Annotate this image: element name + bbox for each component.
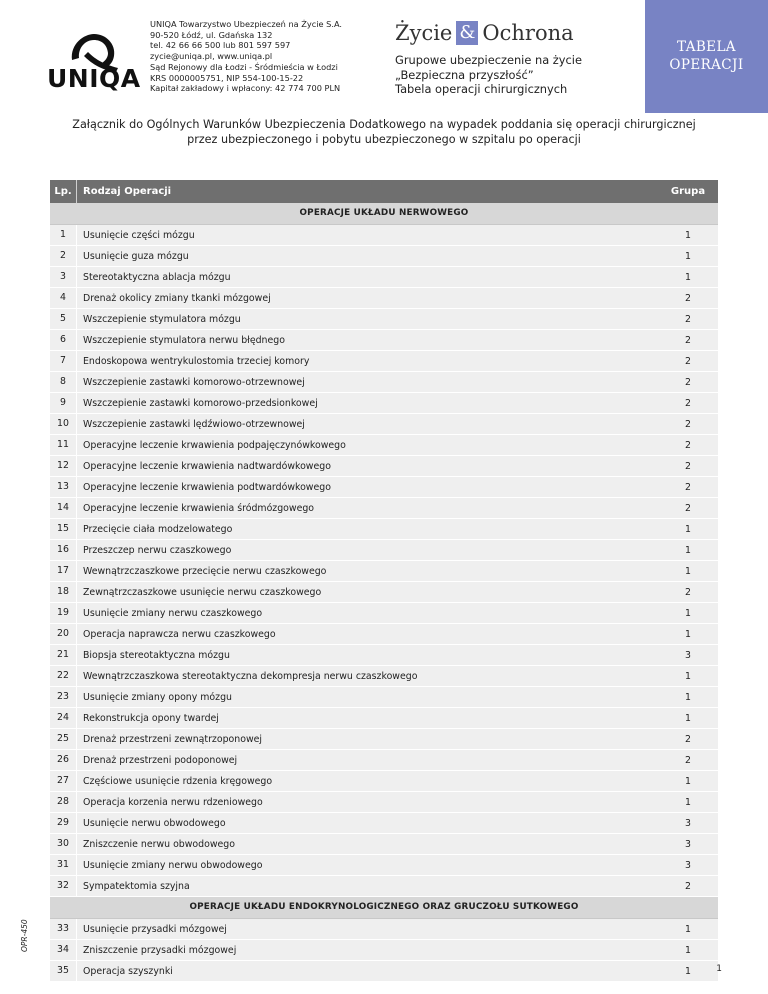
table-row bbox=[50, 961, 718, 982]
table-row bbox=[50, 708, 718, 729]
table-row bbox=[50, 645, 718, 666]
row-number: 26 bbox=[50, 750, 77, 770]
row-number: 27 bbox=[50, 771, 77, 791]
row-number: 25 bbox=[50, 729, 77, 749]
row-number: 17 bbox=[50, 561, 77, 581]
row-number: 6 bbox=[50, 330, 77, 350]
operation-name: Usunięcie nerwu obwodowego bbox=[83, 817, 226, 829]
operation-group: 2 bbox=[685, 418, 691, 430]
row-number: 16 bbox=[50, 540, 77, 560]
operation-group: 1 bbox=[685, 944, 691, 956]
table-row bbox=[50, 582, 718, 603]
operation-name: Wszczepienie zastawki lędźwiowo-otrzewnowej bbox=[83, 418, 305, 430]
operation-group: 1 bbox=[685, 229, 691, 241]
row-number: 9 bbox=[50, 393, 77, 413]
operation-name: Operacja szyszynki bbox=[83, 965, 173, 977]
row-number: 2 bbox=[50, 246, 77, 266]
row-number: 21 bbox=[50, 645, 77, 665]
table-body bbox=[50, 203, 718, 982]
table-row bbox=[50, 414, 718, 435]
operation-group: 1 bbox=[685, 628, 691, 640]
row-number: 31 bbox=[50, 855, 77, 875]
brand-ampersand: & bbox=[456, 21, 478, 45]
operation-group: 2 bbox=[685, 313, 691, 325]
table-row bbox=[50, 876, 718, 897]
operation-group: 2 bbox=[685, 397, 691, 409]
section-header: OPERACJE UKŁADU NERWOWEGO bbox=[50, 203, 718, 225]
table-row bbox=[50, 330, 718, 351]
table-row bbox=[50, 771, 718, 792]
row-number: 11 bbox=[50, 435, 77, 455]
company-info bbox=[150, 19, 370, 94]
company-line: zycie@uniqa.pl, www.uniqa.pl bbox=[150, 51, 273, 62]
company-line: Kapitał zakładowy i wpłacony: 42 774 700 PLN bbox=[150, 83, 341, 94]
table-row bbox=[50, 393, 718, 414]
operation-name: Stereotaktyczna ablacja mózgu bbox=[83, 271, 231, 283]
product-description bbox=[395, 53, 582, 97]
row-number: 12 bbox=[50, 456, 77, 476]
table-row bbox=[50, 435, 718, 456]
operation-name: Drenaż przestrzeni podoponowej bbox=[83, 754, 238, 766]
product-line: „Bezpieczna przyszłość” bbox=[395, 67, 534, 82]
row-number: 22 bbox=[50, 666, 77, 686]
operation-name: Operacyjne leczenie krwawienia śródmózgowego bbox=[83, 502, 315, 514]
table-header bbox=[50, 180, 718, 203]
operation-name: Usunięcie zmiany nerwu obwodowego bbox=[83, 859, 263, 871]
table-row bbox=[50, 919, 718, 940]
row-number: 19 bbox=[50, 603, 77, 623]
table-row bbox=[50, 246, 718, 267]
operation-name: Usunięcie zmiany nerwu czaszkowego bbox=[83, 607, 263, 619]
operation-group: 3 bbox=[685, 817, 691, 829]
operation-name: Usunięcie zmiany opony mózgu bbox=[83, 691, 232, 703]
row-number: 15 bbox=[50, 519, 77, 539]
row-number: 23 bbox=[50, 687, 77, 707]
table-row bbox=[50, 834, 718, 855]
operation-name: Wszczepienie zastawki komorowo-przedsionkowej bbox=[83, 397, 318, 409]
table-row bbox=[50, 351, 718, 372]
operation-group: 1 bbox=[685, 796, 691, 808]
operation-group: 1 bbox=[685, 923, 691, 935]
table-row bbox=[50, 750, 718, 771]
row-number: 10 bbox=[50, 414, 77, 434]
operation-name: Przecięcie ciała modzelowatego bbox=[83, 523, 233, 535]
operation-group: 2 bbox=[685, 586, 691, 598]
row-number: 30 bbox=[50, 834, 77, 854]
table-row bbox=[50, 940, 718, 961]
operation-group: 2 bbox=[685, 502, 691, 514]
row-number: 35 bbox=[50, 961, 77, 981]
document-type-line: TABELA bbox=[677, 39, 736, 55]
row-number: 4 bbox=[50, 288, 77, 308]
operation-group: 1 bbox=[685, 607, 691, 619]
operation-name: Endoskopowa wentrykulostomia trzeciej komory bbox=[83, 355, 310, 367]
operation-name: Usunięcie części mózgu bbox=[83, 229, 195, 241]
operation-group: 2 bbox=[685, 754, 691, 766]
row-number: 7 bbox=[50, 351, 77, 371]
brand-left: Życie bbox=[395, 21, 453, 45]
operation-name: Wewnątrzczaszkowe przecięcie nerwu czaszkowego bbox=[83, 565, 327, 577]
row-number: 3 bbox=[50, 267, 77, 287]
table-row bbox=[50, 855, 718, 876]
company-line: Sąd Rejonowy dla Łodzi - Śródmieścia w Łodzi bbox=[150, 61, 338, 72]
subtitle-line: przez ubezpieczonego i pobytu ubezpieczonego w szpitalu po operacji bbox=[187, 132, 581, 146]
operation-name: Wszczepienie zastawki komorowo-otrzewnowej bbox=[83, 376, 305, 388]
row-number: 1 bbox=[50, 225, 77, 245]
operation-group: 1 bbox=[685, 670, 691, 682]
operations-table bbox=[50, 180, 718, 982]
column-header-group: Grupa bbox=[670, 186, 706, 197]
row-number: 8 bbox=[50, 372, 77, 392]
operation-name: Drenaż okolicy zmiany tkanki mózgowej bbox=[83, 292, 271, 304]
operation-group: 1 bbox=[685, 271, 691, 283]
row-number: 32 bbox=[50, 876, 77, 896]
operation-name: Wszczepienie stymulatora mózgu bbox=[83, 313, 241, 325]
table-row bbox=[50, 792, 718, 813]
operation-name: Operacja korzenia nerwu rdzeniowego bbox=[83, 796, 263, 808]
table-row bbox=[50, 477, 718, 498]
table-row bbox=[50, 267, 718, 288]
row-number: 33 bbox=[50, 919, 77, 939]
company-line: UNIQA Towarzystwo Ubezpieczeń na Życie S.A. bbox=[150, 19, 343, 29]
operation-group: 1 bbox=[685, 565, 691, 577]
operation-name: Usunięcie przysadki mózgowej bbox=[83, 923, 227, 935]
row-number: 28 bbox=[50, 792, 77, 812]
company-line: KRS 0000005751, NIP 554-100-15-22 bbox=[150, 72, 304, 83]
operation-group: 2 bbox=[685, 439, 691, 451]
operation-group: 2 bbox=[685, 733, 691, 745]
operation-name: Operacyjne leczenie krwawienia podtwardówkowego bbox=[83, 481, 331, 493]
product-brand bbox=[395, 18, 574, 48]
page-number: 1 bbox=[716, 964, 722, 974]
table-row bbox=[50, 729, 718, 750]
operation-group: 3 bbox=[685, 649, 691, 661]
document-type-label bbox=[645, 38, 768, 74]
row-number: 14 bbox=[50, 498, 77, 518]
row-number: 34 bbox=[50, 940, 77, 960]
operation-name: Wszczepienie stymulatora nerwu błędnego bbox=[83, 334, 285, 346]
table-row bbox=[50, 456, 718, 477]
operation-group: 1 bbox=[685, 691, 691, 703]
operation-name: Operacyjne leczenie krwawienia nadtwardówkowego bbox=[83, 460, 331, 472]
table-row bbox=[50, 519, 718, 540]
product-line: Grupowe ubezpieczenie na życie bbox=[395, 53, 582, 67]
logo-wordmark: UNIQA bbox=[47, 64, 141, 93]
product-line: Tabela operacji chirurgicznych bbox=[395, 82, 568, 96]
operation-group: 2 bbox=[685, 376, 691, 388]
operation-group: 1 bbox=[685, 250, 691, 262]
operation-group: 1 bbox=[685, 965, 691, 977]
document-type-line: OPERACJI bbox=[669, 57, 744, 73]
column-header-operation: Rodzaj Operacji bbox=[83, 186, 172, 197]
row-number: 13 bbox=[50, 477, 77, 497]
operation-name: Operacyjne leczenie krwawienia podpajęczynówkowego bbox=[83, 439, 346, 451]
operation-group: 3 bbox=[685, 838, 691, 850]
operation-name: Wewnątrzczaszkowa stereotaktyczna dekompresja nerwu czaszkowego bbox=[83, 670, 418, 682]
table-row bbox=[50, 225, 718, 246]
section-header: OPERACJE UKŁADU ENDOKRYNOLOGICZNEGO ORAZ GRUCZOŁU SUTKOWEGO bbox=[50, 897, 718, 919]
subtitle-line: Załącznik do Ogólnych Warunków Ubezpieczenia Dodatkowego na wypadek poddania się operacji chirurgicznej bbox=[72, 118, 696, 131]
operation-group: 2 bbox=[685, 355, 691, 367]
operation-group: 2 bbox=[685, 481, 691, 493]
table-row bbox=[50, 540, 718, 561]
operation-name: Zniszczenie przysadki mózgowej bbox=[83, 944, 237, 956]
brand-right: Ochrona bbox=[482, 21, 574, 45]
table-row bbox=[50, 561, 718, 582]
operation-name: Rekonstrukcja opony twardej bbox=[83, 712, 219, 724]
operation-group: 2 bbox=[685, 460, 691, 472]
operation-group: 1 bbox=[685, 775, 691, 787]
operation-group: 2 bbox=[685, 292, 691, 304]
table-row bbox=[50, 498, 718, 519]
operation-name: Operacja naprawcza nerwu czaszkowego bbox=[83, 628, 276, 640]
row-number: 5 bbox=[50, 309, 77, 329]
company-line: tel. 42 66 66 500 lub 801 597 597 bbox=[150, 40, 291, 51]
operation-name: Usunięcie guza mózgu bbox=[83, 250, 189, 262]
operation-name: Zniszczenie nerwu obwodowego bbox=[83, 838, 235, 850]
column-header-lp: Lp. bbox=[50, 180, 77, 203]
row-number: 29 bbox=[50, 813, 77, 833]
operation-group: 1 bbox=[685, 544, 691, 556]
table-row bbox=[50, 813, 718, 834]
table-row bbox=[50, 624, 718, 645]
table-row bbox=[50, 687, 718, 708]
table-row bbox=[50, 309, 718, 330]
row-number: 24 bbox=[50, 708, 77, 728]
table-row bbox=[50, 666, 718, 687]
document-code: OPR-450 bbox=[20, 919, 29, 952]
operation-name: Sympatektomia szyjna bbox=[83, 880, 190, 892]
company-line: 90-520 Łódź, ul. Gdańska 132 bbox=[150, 29, 273, 40]
table-row bbox=[50, 288, 718, 309]
operation-group: 1 bbox=[685, 712, 691, 724]
row-number: 20 bbox=[50, 624, 77, 644]
row-number: 18 bbox=[50, 582, 77, 602]
operation-group: 3 bbox=[685, 859, 691, 871]
document-subtitle bbox=[40, 118, 728, 147]
operation-group: 1 bbox=[685, 523, 691, 535]
operation-group: 2 bbox=[685, 334, 691, 346]
operation-name: Częściowe usunięcie rdzenia kręgowego bbox=[83, 775, 273, 787]
operation-name: Biopsja stereotaktyczna mózgu bbox=[83, 649, 230, 661]
operation-name: Przeszczep nerwu czaszkowego bbox=[83, 544, 232, 556]
table-row bbox=[50, 372, 718, 393]
operation-name: Zewnątrzczaszkowe usunięcie nerwu czaszkowego bbox=[83, 586, 322, 598]
operation-name: Drenaż przestrzeni zewnątrzoponowej bbox=[83, 733, 262, 745]
operation-group: 2 bbox=[685, 880, 691, 892]
table-row bbox=[50, 603, 718, 624]
